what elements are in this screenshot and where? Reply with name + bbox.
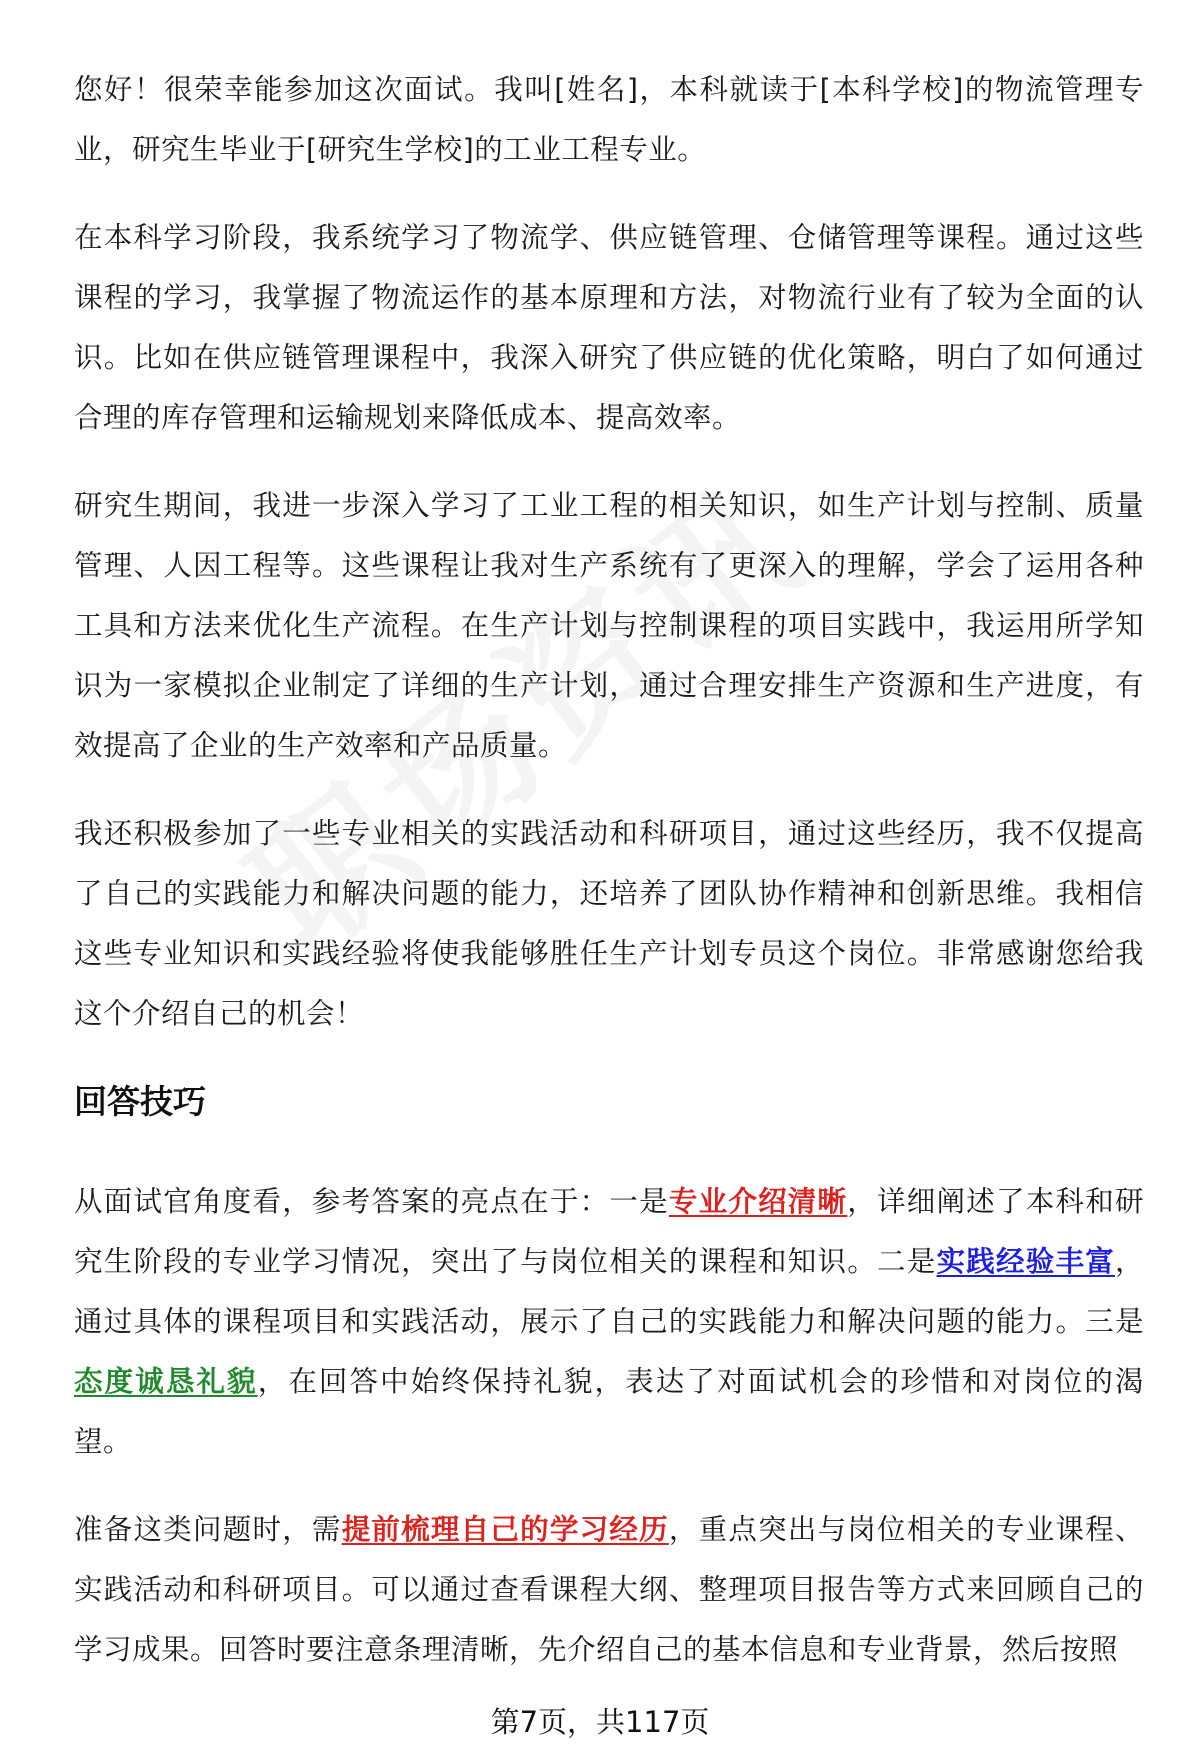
section-title: 回答技巧 xyxy=(74,1082,206,1121)
tips1-text-4: ，在回答中始终保持礼貌，表达了对面试机会的珍惜和对岗位的渴望。 xyxy=(74,1365,1144,1458)
tips1-text-2: ，详细阐述了本科和研究生阶段的专业学习情况，突出了与岗位相关的课程和知识。二是 xyxy=(74,1185,1144,1278)
highlight-review-history: 提前梳理自己的学习经历 xyxy=(341,1513,669,1546)
document-body xyxy=(74,60,1144,1708)
practice-paragraph: 我还积极参加了一些专业相关的实践活动和科研项目，通过这些经历，我不仅提高了自己的实践能力和解决问题的能力，还培养了团队协作精神和创新思维。我相信这些专业知识和实践经验将使我能够胜任生产计划专员这个岗位。非常感谢您给我这个介绍自己的机会！ xyxy=(74,817,1144,1030)
intro-paragraph: 您好！很荣幸能参加这次面试。我叫[姓名]，本科就读于[本科学校]的物流管理专业，研究生毕业于[研究生学校]的工业工程专业。 xyxy=(74,73,1144,166)
highlight-practice-experience: 实践经验丰富 xyxy=(936,1245,1115,1278)
highlight-sincere-attitude: 态度诚恳礼貌 xyxy=(74,1365,258,1398)
page-number: 第7页，共117页 xyxy=(490,1705,710,1739)
graduate-paragraph: 研究生期间，我进一步深入学习了工业工程的相关知识，如生产计划与控制、质量管理、人因工程等。这些课程让我对生产系统有了更深入的理解，学会了运用各种工具和方法来优化生产流程。在生产计划与控制课程的项目实践中，我运用所学知识为一家模拟企业制定了详细的生产计划，通过合理安排生产资源和生产进度，有效提高了企业的生产效率和产品质量。 xyxy=(74,489,1144,762)
tips-paragraph-2 xyxy=(74,1500,1144,1680)
highlight-professional-intro: 专业介绍清晰 xyxy=(668,1185,848,1218)
tips1-text-3: ，通过具体的课程项目和实践活动，展示了自己的实践能力和解决问题的能力。三是 xyxy=(74,1245,1144,1338)
tips-paragraph-1 xyxy=(74,1172,1144,1472)
tips1-text-1: 从面试官角度看，参考答案的亮点在于：一是 xyxy=(74,1185,669,1218)
tips2-text-1: 准备这类问题时，需 xyxy=(74,1513,342,1546)
undergrad-paragraph: 在本科学习阶段，我系统学习了物流学、供应链管理、仓储管理等课程。通过这些课程的学习，我掌握了物流运作的基本原理和方法，对物流行业有了较为全面的认识。比如在供应链管理课程中，我深入研究了供应链的优化策略，明白了如何通过合理的库存管理和运输规划来降低成本、提高效率。 xyxy=(74,221,1144,434)
tips2-text-2: ，重点突出与岗位相关的专业课程、实践活动和科研项目。可以通过查看课程大纲、整理项目报告等方式来回顾自己的学习成果。回答时要注意条理清晰，先介绍自己的基本信息和专业背景，然后按照 xyxy=(74,1513,1144,1666)
